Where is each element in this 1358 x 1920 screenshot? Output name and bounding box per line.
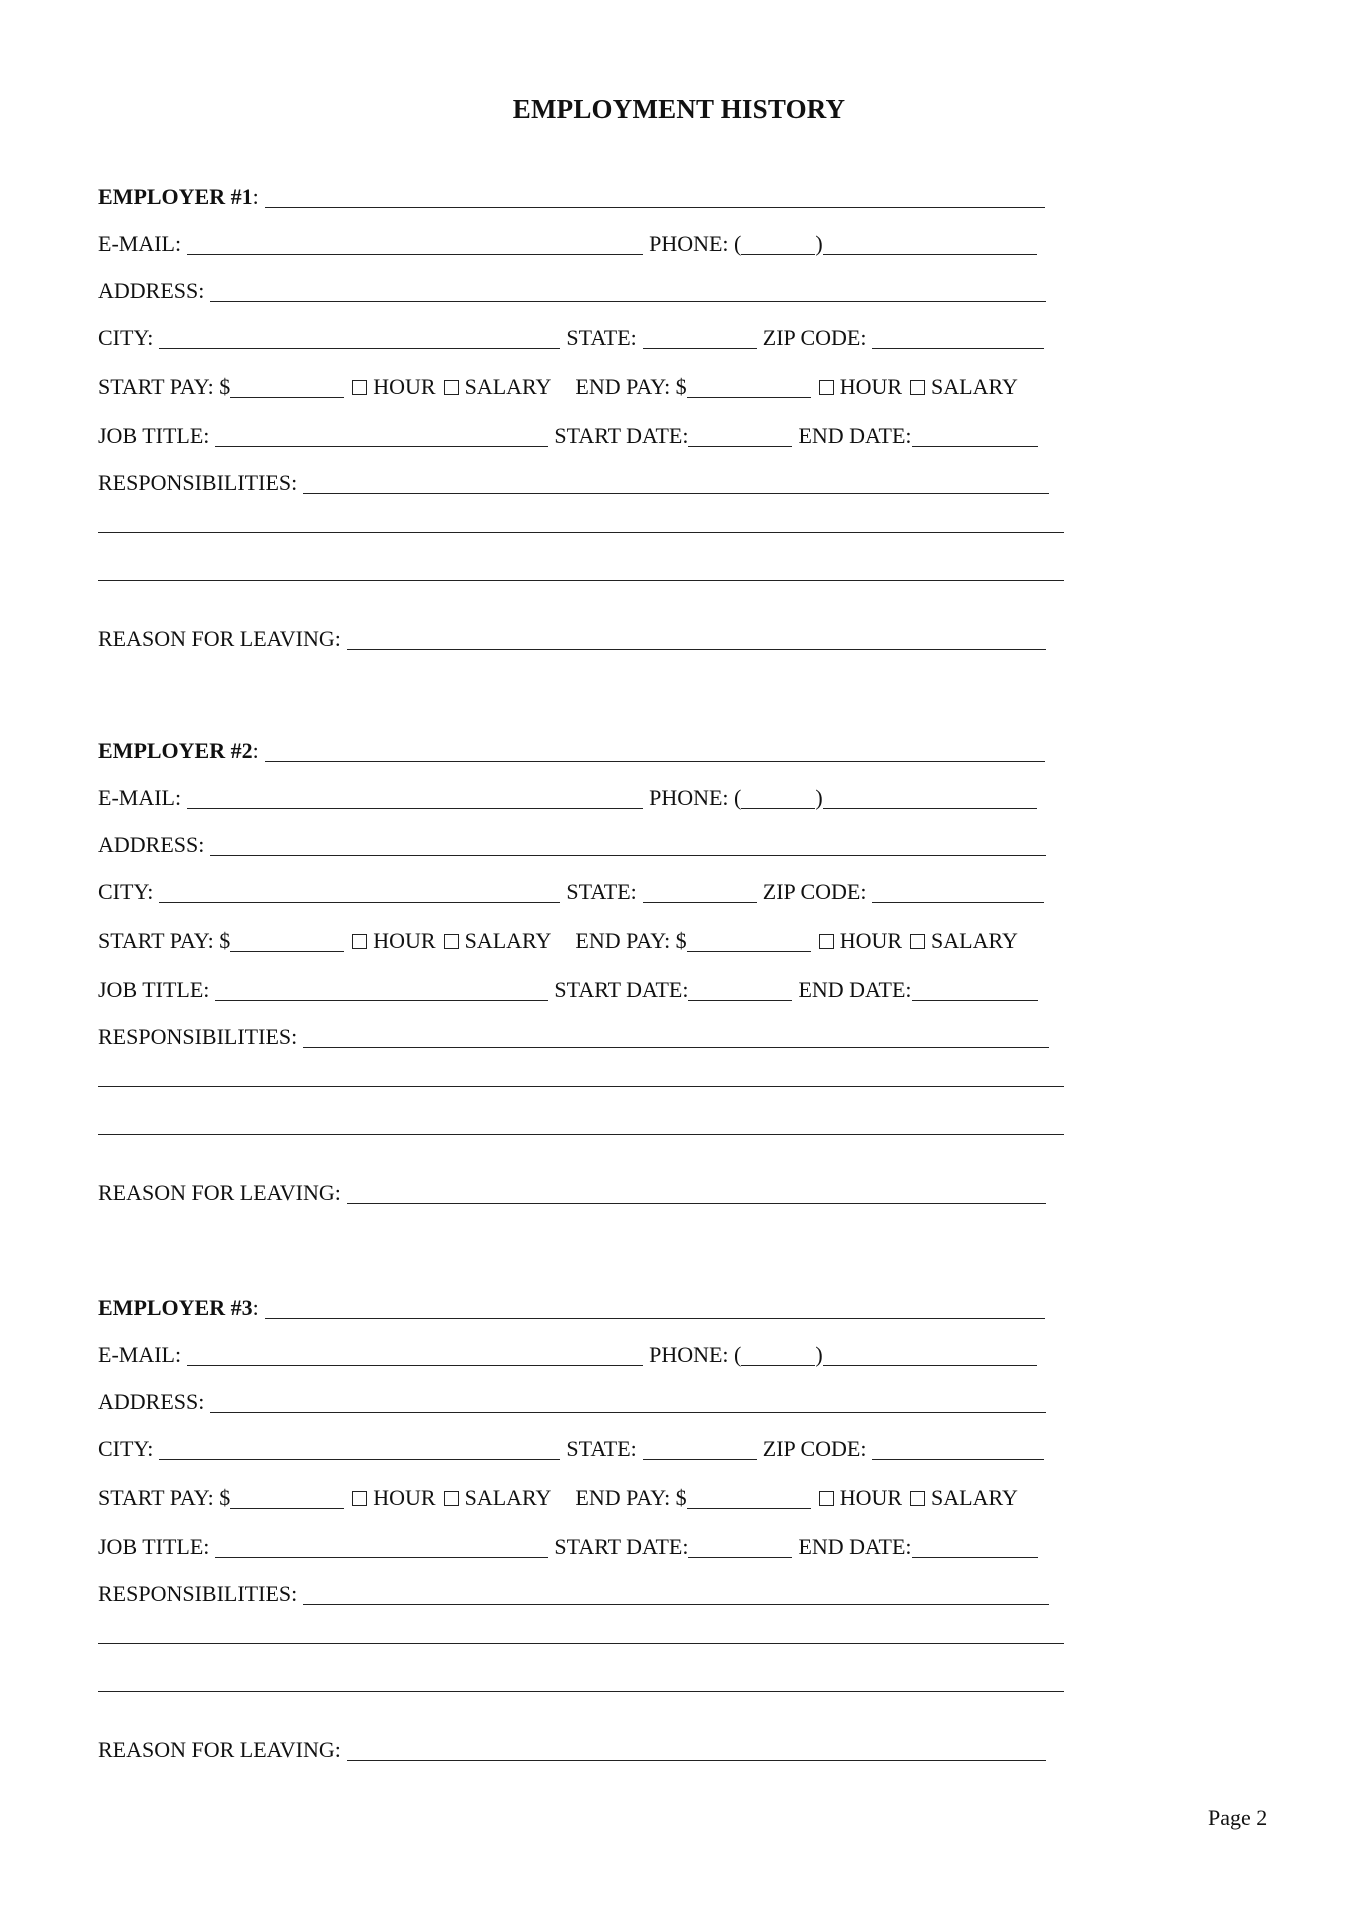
responsibilities-extra-line[interactable] <box>98 1086 1064 1087</box>
reason-row <box>98 622 1068 652</box>
end-pay-label: END PAY: $ <box>575 374 687 399</box>
email-field[interactable] <box>187 1341 643 1366</box>
end-pay-hour-checkbox-label: HOUR <box>839 374 903 399</box>
job-dates-row <box>98 419 1068 449</box>
employer-prefix: EMPLOYER <box>98 738 231 763</box>
employer-prefix: EMPLOYER <box>98 1295 231 1320</box>
responsibilities-extra-line[interactable] <box>98 580 1064 581</box>
phone-number-field[interactable] <box>823 1341 1037 1366</box>
address-row <box>98 274 1068 304</box>
employer-name-field[interactable] <box>265 1294 1045 1319</box>
end-pay-salary-checkbox-label: SALARY <box>931 1485 1018 1510</box>
end-pay-field[interactable] <box>687 373 811 398</box>
checkbox-icon <box>819 1491 834 1506</box>
reason-for-leaving-field[interactable] <box>347 1179 1046 1204</box>
address-field[interactable] <box>210 1388 1046 1413</box>
start-pay-hour-checkbox-label: HOUR <box>373 374 436 399</box>
start-pay-label: START PAY: $ <box>98 374 231 399</box>
address-field[interactable] <box>210 831 1046 856</box>
state-label: STATE: <box>566 879 637 904</box>
end-pay-hour-checkbox[interactable] <box>819 374 902 400</box>
end-date-label: END DATE: <box>798 977 912 1002</box>
state-field[interactable] <box>643 878 757 903</box>
checkbox-icon <box>352 380 367 395</box>
checkbox-icon <box>819 380 834 395</box>
checkbox-icon <box>910 380 925 395</box>
end-pay-hour-checkbox[interactable] <box>819 1485 902 1511</box>
reason-for-leaving-label: REASON FOR LEAVING: <box>98 1180 341 1205</box>
end-pay-field[interactable] <box>687 1484 811 1509</box>
address-label: ADDRESS: <box>98 1389 205 1414</box>
email-phone-row <box>98 1338 1068 1368</box>
phone-area-code-field[interactable] <box>741 230 815 255</box>
reason-row <box>98 1733 1068 1763</box>
start-pay-hour-checkbox-label: HOUR <box>373 1485 436 1510</box>
start-pay-field[interactable] <box>230 373 344 398</box>
phone-label: PHONE: ( <box>649 785 742 810</box>
employer-number: #1 <box>230 184 253 209</box>
employer-label <box>98 1295 259 1321</box>
phone-label: PHONE: ( <box>649 231 742 256</box>
city-label: CITY: <box>98 879 154 904</box>
end-pay-label: END PAY: $ <box>575 928 687 953</box>
checkbox-icon <box>444 1491 459 1506</box>
city-state-zip-row <box>98 321 1068 351</box>
email-label: E-MAIL: <box>98 785 182 810</box>
colon: : <box>252 738 259 763</box>
city-label: CITY: <box>98 325 154 350</box>
job-title-field[interactable] <box>215 976 548 1001</box>
end-pay-salary-checkbox[interactable] <box>910 1485 1018 1511</box>
start-date-label: START DATE: <box>554 423 689 448</box>
end-pay-label: END PAY: $ <box>575 1485 687 1510</box>
start-date-label: START DATE: <box>554 977 689 1002</box>
job-dates-row <box>98 973 1068 1003</box>
zip-field[interactable] <box>872 1435 1044 1460</box>
start-date-label: START DATE: <box>554 1534 689 1559</box>
address-row <box>98 828 1068 858</box>
start-pay-label: START PAY: $ <box>98 928 231 953</box>
responsibilities-field[interactable] <box>303 469 1049 494</box>
end-date-field[interactable] <box>912 422 1038 447</box>
start-pay-salary-checkbox-label: SALARY <box>464 928 552 953</box>
phone-close-label: ) <box>815 785 823 810</box>
job-title-label: JOB TITLE: <box>98 977 210 1002</box>
city-state-zip-row <box>98 1432 1068 1462</box>
start-pay-hour-checkbox[interactable] <box>352 928 435 954</box>
address-label: ADDRESS: <box>98 278 205 303</box>
end-pay-hour-checkbox-label: HOUR <box>839 928 903 953</box>
page-number: Page 2 <box>1208 1805 1268 1830</box>
email-label: E-MAIL: <box>98 231 182 256</box>
end-pay-salary-checkbox-label: SALARY <box>931 928 1018 953</box>
pay-row <box>98 370 1068 400</box>
checkbox-icon <box>444 934 459 949</box>
zip-field[interactable] <box>872 324 1044 349</box>
phone-area-code-field[interactable] <box>741 784 815 809</box>
start-date-field[interactable] <box>688 976 792 1001</box>
end-date-label: END DATE: <box>798 423 912 448</box>
start-pay-field[interactable] <box>230 927 344 952</box>
responsibilities-extra-line[interactable] <box>98 1643 1064 1644</box>
responsibilities-row <box>98 1577 1068 1607</box>
phone-number-field[interactable] <box>823 784 1037 809</box>
end-date-field[interactable] <box>912 976 1038 1001</box>
start-pay-hour-checkbox[interactable] <box>352 1485 435 1511</box>
job-title-field[interactable] <box>215 422 548 447</box>
end-pay-salary-checkbox-label: SALARY <box>931 374 1018 399</box>
zip-label: ZIP CODE: <box>762 325 867 350</box>
zip-label: ZIP CODE: <box>762 1436 867 1461</box>
email-phone-row <box>98 227 1068 257</box>
employer-name-field[interactable] <box>265 183 1045 208</box>
state-field[interactable] <box>643 1435 757 1460</box>
reason-for-leaving-label: REASON FOR LEAVING: <box>98 626 341 651</box>
checkbox-icon <box>910 1491 925 1506</box>
zip-field[interactable] <box>872 878 1044 903</box>
employer-name-field[interactable] <box>265 737 1045 762</box>
state-label: STATE: <box>566 1436 637 1461</box>
job-title-field[interactable] <box>215 1533 548 1558</box>
reason-row <box>98 1176 1068 1206</box>
start-pay-salary-checkbox-label: SALARY <box>464 1485 552 1510</box>
start-pay-salary-checkbox-label: SALARY <box>464 374 552 399</box>
page-title: EMPLOYMENT HISTORY <box>512 94 846 124</box>
start-pay-salary-checkbox[interactable] <box>444 928 552 954</box>
responsibilities-label: RESPONSIBILITIES: <box>98 1024 298 1049</box>
phone-close-label: ) <box>815 1342 823 1367</box>
employer-prefix: EMPLOYER <box>98 184 231 209</box>
start-pay-salary-checkbox[interactable] <box>444 1485 552 1511</box>
checkbox-icon <box>819 934 834 949</box>
employer-row <box>98 1291 1068 1321</box>
job-title-label: JOB TITLE: <box>98 423 210 448</box>
end-pay-field[interactable] <box>687 927 811 952</box>
end-pay-hour-checkbox-label: HOUR <box>839 1485 903 1510</box>
start-pay-field[interactable] <box>230 1484 344 1509</box>
start-pay-label: START PAY: $ <box>98 1485 231 1510</box>
email-field[interactable] <box>187 784 643 809</box>
start-pay-salary-checkbox[interactable] <box>444 374 552 400</box>
employer-row <box>98 734 1068 764</box>
reason-for-leaving-field[interactable] <box>347 1736 1046 1761</box>
colon: : <box>252 1295 259 1320</box>
job-dates-row <box>98 1530 1068 1560</box>
job-title-label: JOB TITLE: <box>98 1534 210 1559</box>
responsibilities-extra-line[interactable] <box>98 1134 1064 1135</box>
colon: : <box>252 184 259 209</box>
pay-row <box>98 1481 1068 1511</box>
responsibilities-field[interactable] <box>303 1023 1049 1048</box>
responsibilities-extra-line[interactable] <box>98 532 1064 533</box>
phone-area-code-field[interactable] <box>741 1341 815 1366</box>
phone-label: PHONE: ( <box>649 1342 742 1367</box>
responsibilities-extra-line[interactable] <box>98 1691 1064 1692</box>
city-label: CITY: <box>98 1436 154 1461</box>
address-label: ADDRESS: <box>98 832 205 857</box>
state-label: STATE: <box>566 325 637 350</box>
email-field[interactable] <box>187 230 643 255</box>
employer-number: #2 <box>230 738 253 763</box>
end-date-label: END DATE: <box>798 1534 912 1559</box>
end-pay-salary-checkbox[interactable] <box>910 374 1018 400</box>
end-date-field[interactable] <box>912 1533 1038 1558</box>
city-field[interactable] <box>159 324 560 349</box>
start-date-field[interactable] <box>688 422 792 447</box>
responsibilities-row <box>98 466 1068 496</box>
start-pay-hour-checkbox[interactable] <box>352 374 435 400</box>
zip-label: ZIP CODE: <box>762 879 867 904</box>
address-field[interactable] <box>210 277 1046 302</box>
end-pay-salary-checkbox[interactable] <box>910 928 1018 954</box>
checkbox-icon <box>444 380 459 395</box>
checkbox-icon <box>352 934 367 949</box>
employer-row <box>98 180 1068 210</box>
email-phone-row <box>98 781 1068 811</box>
responsibilities-row <box>98 1020 1068 1050</box>
reason-for-leaving-field[interactable] <box>347 625 1046 650</box>
employer-label <box>98 738 259 764</box>
checkbox-icon <box>910 934 925 949</box>
pay-row <box>98 924 1068 954</box>
phone-close-label: ) <box>815 231 823 256</box>
city-field[interactable] <box>159 878 560 903</box>
start-pay-hour-checkbox-label: HOUR <box>373 928 436 953</box>
employer-label <box>98 184 259 210</box>
responsibilities-field[interactable] <box>303 1580 1049 1605</box>
responsibilities-label: RESPONSIBILITIES: <box>98 1581 298 1606</box>
reason-for-leaving-label: REASON FOR LEAVING: <box>98 1737 341 1762</box>
checkbox-icon <box>352 1491 367 1506</box>
phone-number-field[interactable] <box>823 230 1037 255</box>
end-pay-hour-checkbox[interactable] <box>819 928 902 954</box>
start-date-field[interactable] <box>688 1533 792 1558</box>
city-state-zip-row <box>98 875 1068 905</box>
address-row <box>98 1385 1068 1415</box>
state-field[interactable] <box>643 324 757 349</box>
responsibilities-label: RESPONSIBILITIES: <box>98 470 298 495</box>
employer-number: #3 <box>230 1295 253 1320</box>
city-field[interactable] <box>159 1435 560 1460</box>
email-label: E-MAIL: <box>98 1342 182 1367</box>
